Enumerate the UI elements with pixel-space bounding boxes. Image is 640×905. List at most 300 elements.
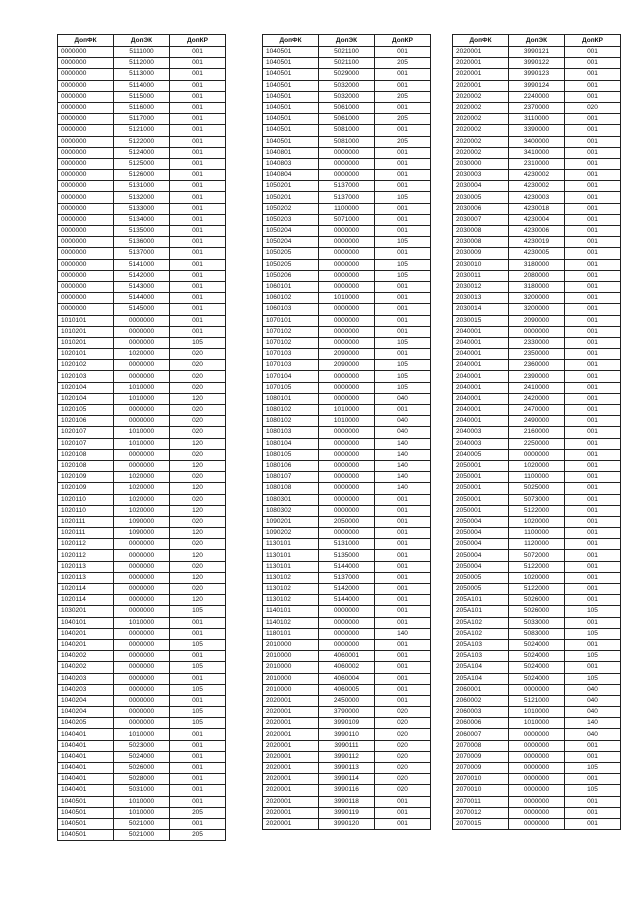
cell-dopfk: 2010000 [263, 662, 319, 673]
cell-dopkr: 001 [375, 796, 431, 807]
cell-dopfk: 2020002 [453, 102, 509, 113]
cell-dopfk: 2010000 [263, 639, 319, 650]
cell-dopfk: 1040203 [58, 684, 114, 695]
table-row [453, 147, 621, 158]
cell-dopfk: 1040401 [58, 740, 114, 751]
cell-dopek: 0000000 [509, 796, 565, 807]
cell-dopfk: 1020104 [58, 382, 114, 393]
table-row [263, 91, 431, 102]
cell-dopkr: 040 [565, 695, 621, 706]
cell-dopek: 3200000 [509, 304, 565, 315]
table-row [453, 304, 621, 315]
cell-dopek: 0000000 [319, 606, 375, 617]
cell-dopkr: 001 [565, 796, 621, 807]
cell-dopkr: 001 [375, 125, 431, 136]
cell-dopkr: 001 [170, 774, 226, 785]
table-row [453, 349, 621, 360]
cell-dopkr: 105 [170, 662, 226, 673]
table-row [263, 47, 431, 58]
table-row [453, 91, 621, 102]
table-row [58, 695, 226, 706]
table-row [263, 337, 431, 348]
cell-dopkr: 140 [565, 718, 621, 729]
table-row [58, 237, 226, 248]
cell-dopkr: 001 [565, 58, 621, 69]
table-row [58, 505, 226, 516]
table-row [453, 102, 621, 113]
cell-dopek: 2050000 [319, 516, 375, 527]
cell-dopkr: 020 [170, 584, 226, 595]
cell-dopkr: 001 [375, 528, 431, 539]
cell-dopek: 0000000 [114, 651, 170, 662]
cell-dopfk: 2070010 [453, 785, 509, 796]
cell-dopkr: 001 [170, 315, 226, 326]
cell-dopkr: 001 [170, 170, 226, 181]
cell-dopfk: 2010000 [263, 684, 319, 695]
cell-dopkr: 001 [170, 69, 226, 80]
cell-dopkr: 001 [170, 628, 226, 639]
cell-dopek: 5061000 [319, 102, 375, 113]
table-row [58, 606, 226, 617]
cell-dopfk: 1080108 [263, 483, 319, 494]
table-row [263, 237, 431, 248]
cell-dopkr: 105 [170, 337, 226, 348]
cell-dopkr: 001 [565, 203, 621, 214]
cell-dopfk: 1040101 [58, 617, 114, 628]
table-row [263, 505, 431, 516]
cell-dopek: 5029000 [319, 69, 375, 80]
cell-dopfk: 0000000 [58, 125, 114, 136]
table-row [263, 572, 431, 583]
table-row [263, 360, 431, 371]
cell-dopek: 0000000 [114, 315, 170, 326]
cell-dopkr: 001 [375, 69, 431, 80]
cell-dopfk: 205A103 [453, 651, 509, 662]
cell-dopek: 0000000 [114, 360, 170, 371]
cell-dopkr: 001 [565, 393, 621, 404]
table-row [263, 293, 431, 304]
cell-dopkr: 001 [565, 259, 621, 270]
cell-dopfk: 1010201 [58, 337, 114, 348]
cell-dopek: 1020000 [114, 483, 170, 494]
table-row [453, 47, 621, 58]
cell-dopkr: 001 [565, 114, 621, 125]
table-row [453, 561, 621, 572]
cell-dopek: 2360000 [509, 360, 565, 371]
cell-dopek: 5144000 [319, 595, 375, 606]
cell-dopek: 0000000 [114, 606, 170, 617]
cell-dopkr: 001 [170, 751, 226, 762]
cell-dopek: 1010000 [114, 796, 170, 807]
table-row [58, 170, 226, 181]
cell-dopkr: 140 [375, 438, 431, 449]
cell-dopfk: 0000000 [58, 58, 114, 69]
cell-dopek: 5026000 [509, 595, 565, 606]
cell-dopek: 5071000 [319, 214, 375, 225]
cell-dopkr: 001 [375, 304, 431, 315]
cell-dopfk: 1040501 [58, 830, 114, 841]
table-row [263, 763, 431, 774]
cell-dopek: 3110000 [509, 114, 565, 125]
cell-dopfk: 2050004 [453, 539, 509, 550]
table-row [453, 80, 621, 91]
cell-dopek: 0000000 [114, 718, 170, 729]
cell-dopkr: 120 [170, 572, 226, 583]
cell-dopek: 0000000 [319, 259, 375, 270]
cell-dopkr: 001 [565, 505, 621, 516]
table-row [58, 673, 226, 684]
cell-dopkr: 001 [565, 237, 621, 248]
cell-dopek: 5031000 [114, 785, 170, 796]
table-row [453, 673, 621, 684]
cell-dopek: 5137000 [114, 248, 170, 259]
cell-dopfk: 2030011 [453, 270, 509, 281]
cell-dopek: 0000000 [509, 774, 565, 785]
cell-dopkr: 001 [565, 226, 621, 237]
cell-dopek: 5024000 [509, 673, 565, 684]
cell-dopek: 5135000 [114, 226, 170, 237]
cell-dopfk: 1060101 [263, 281, 319, 292]
table-row [263, 315, 431, 326]
table-row [453, 528, 621, 539]
table-row [263, 393, 431, 404]
cell-dopfk: 1140102 [263, 617, 319, 628]
cell-dopek: 2090000 [509, 315, 565, 326]
table-row [263, 673, 431, 684]
cell-dopkr: 001 [170, 158, 226, 169]
cell-dopek: 5024000 [509, 651, 565, 662]
cell-dopfk: 2020001 [453, 47, 509, 58]
header-dopek: ДопЭК [319, 35, 375, 47]
cell-dopfk: 205A101 [453, 595, 509, 606]
table-row [58, 528, 226, 539]
cell-dopfk: 2020001 [263, 695, 319, 706]
table-header [58, 35, 226, 47]
cell-dopfk: 0000000 [58, 259, 114, 270]
table-row [263, 561, 431, 572]
cell-dopkr: 020 [375, 774, 431, 785]
cell-dopfk: 2070008 [453, 740, 509, 751]
cell-dopkr: 020 [170, 449, 226, 460]
table-row [263, 818, 431, 829]
table-row [58, 192, 226, 203]
cell-dopek: 5143000 [114, 281, 170, 292]
cell-dopek: 0000000 [319, 382, 375, 393]
cell-dopkr: 001 [375, 226, 431, 237]
cell-dopkr: 001 [565, 617, 621, 628]
cell-dopkr: 020 [170, 561, 226, 572]
cell-dopfk: 1080106 [263, 460, 319, 471]
cell-dopkr: 001 [565, 405, 621, 416]
cell-dopkr: 001 [170, 763, 226, 774]
table-row [263, 226, 431, 237]
cell-dopfk: 2030008 [453, 237, 509, 248]
cell-dopfk: 1040201 [58, 628, 114, 639]
cell-dopek: 5114000 [114, 80, 170, 91]
cell-dopfk: 2070015 [453, 818, 509, 829]
table-row [58, 572, 226, 583]
cell-dopek: 0000000 [319, 460, 375, 471]
table-row [58, 729, 226, 740]
cell-dopfk: 1070103 [263, 349, 319, 360]
cell-dopkr: 105 [565, 628, 621, 639]
cell-dopfk: 2050001 [453, 483, 509, 494]
cell-dopkr: 105 [375, 270, 431, 281]
cell-dopkr: 001 [375, 315, 431, 326]
cell-dopek: 5032000 [319, 91, 375, 102]
cell-dopek: 1100000 [509, 528, 565, 539]
cell-dopkr: 020 [170, 360, 226, 371]
cell-dopek: 0000000 [319, 438, 375, 449]
cell-dopfk: 1010201 [58, 326, 114, 337]
cell-dopkr: 120 [170, 528, 226, 539]
cell-dopek: 3990116 [319, 785, 375, 796]
cell-dopek: 5144000 [114, 293, 170, 304]
table-row [263, 382, 431, 393]
cell-dopfk: 1040501 [58, 818, 114, 829]
cell-dopfk: 2020001 [263, 718, 319, 729]
cell-dopfk: 1040801 [263, 147, 319, 158]
table-row [58, 393, 226, 404]
cell-dopek: 4230005 [509, 248, 565, 259]
cell-dopek: 0000000 [509, 751, 565, 762]
cell-dopek: 0000000 [319, 281, 375, 292]
cell-dopkr: 020 [170, 382, 226, 393]
cell-dopkr: 001 [565, 270, 621, 281]
table-row [263, 595, 431, 606]
cell-dopkr: 001 [170, 237, 226, 248]
table-row [453, 427, 621, 438]
cell-dopkr: 105 [170, 707, 226, 718]
cell-dopek: 5081000 [319, 125, 375, 136]
cell-dopek: 0000000 [114, 550, 170, 561]
table-row [263, 114, 431, 125]
header-dopfk: ДопФК [58, 35, 114, 47]
cell-dopek: 0000000 [509, 684, 565, 695]
table-row [453, 628, 621, 639]
table-row [58, 595, 226, 606]
cell-dopfk: 1060102 [263, 293, 319, 304]
table-row [263, 349, 431, 360]
cell-dopkr: 001 [170, 796, 226, 807]
cell-dopfk: 2020001 [453, 58, 509, 69]
table-row [453, 707, 621, 718]
cell-dopek: 0000000 [319, 639, 375, 650]
cell-dopfk: 1070103 [263, 360, 319, 371]
table-row [263, 147, 431, 158]
cell-dopek: 0000000 [114, 405, 170, 416]
cell-dopfk: 2020001 [453, 80, 509, 91]
table-header [263, 35, 431, 47]
cell-dopfk: 0000000 [58, 170, 114, 181]
cell-dopfk: 1040401 [58, 763, 114, 774]
cell-dopkr: 001 [375, 818, 431, 829]
cell-dopek: 1010000 [509, 707, 565, 718]
cell-dopkr: 001 [170, 673, 226, 684]
cell-dopfk: 0000000 [58, 281, 114, 292]
cell-dopek: 5023000 [114, 740, 170, 751]
table-row [58, 349, 226, 360]
table-row [263, 751, 431, 762]
cell-dopkr: 001 [170, 125, 226, 136]
cell-dopkr: 105 [170, 606, 226, 617]
cell-dopek: 0000000 [114, 416, 170, 427]
cell-dopfk: 1020108 [58, 460, 114, 471]
cell-dopkr: 001 [375, 572, 431, 583]
cell-dopkr: 105 [375, 360, 431, 371]
cell-dopfk: 0000000 [58, 147, 114, 158]
table-row [58, 763, 226, 774]
cell-dopkr: 001 [565, 80, 621, 91]
cell-dopek: 0000000 [114, 707, 170, 718]
cell-dopkr: 105 [375, 237, 431, 248]
cell-dopkr: 001 [170, 91, 226, 102]
table-row [263, 259, 431, 270]
cell-dopek: 4230002 [509, 181, 565, 192]
header-dopkr: ДопКР [170, 35, 226, 47]
cell-dopek: 0000000 [509, 326, 565, 337]
cell-dopfk: 2070009 [453, 751, 509, 762]
table-row [263, 516, 431, 527]
cell-dopek: 0000000 [319, 315, 375, 326]
cell-dopek: 0000000 [319, 270, 375, 281]
table-row [263, 281, 431, 292]
cell-dopek: 5134000 [114, 214, 170, 225]
cell-dopkr: 001 [375, 102, 431, 113]
table-row [263, 651, 431, 662]
cell-dopfk: 2020001 [263, 818, 319, 829]
cell-dopek: 1100000 [319, 203, 375, 214]
cell-dopkr: 001 [565, 449, 621, 460]
table-row [453, 595, 621, 606]
cell-dopfk: 2020002 [453, 91, 509, 102]
cell-dopfk: 2030010 [453, 259, 509, 270]
cell-dopek: 2470000 [509, 405, 565, 416]
table-row [453, 639, 621, 650]
cell-dopfk: 1040501 [263, 69, 319, 80]
table-row [453, 405, 621, 416]
cell-dopek: 1020000 [509, 460, 565, 471]
table-row [58, 718, 226, 729]
cell-dopfk: 2020002 [453, 147, 509, 158]
cell-dopkr: 105 [170, 684, 226, 695]
cell-dopkr: 001 [565, 818, 621, 829]
cell-dopfk: 1080101 [263, 393, 319, 404]
table-row [263, 203, 431, 214]
cell-dopfk: 1020107 [58, 438, 114, 449]
table-row [453, 270, 621, 281]
table-row [263, 550, 431, 561]
cell-dopkr: 105 [170, 718, 226, 729]
cell-dopfk: 2020002 [453, 136, 509, 147]
cell-dopek: 0000000 [114, 337, 170, 348]
cell-dopkr: 140 [375, 483, 431, 494]
cell-dopfk: 1040501 [263, 91, 319, 102]
table-row [58, 561, 226, 572]
cell-dopek: 0000000 [319, 326, 375, 337]
table-row [453, 740, 621, 751]
table-row [58, 293, 226, 304]
cell-dopfk: 2040003 [453, 438, 509, 449]
cell-dopek: 0000000 [114, 449, 170, 460]
cell-dopek: 2370000 [509, 102, 565, 113]
cell-dopfk: 0000000 [58, 214, 114, 225]
cell-dopek: 3200000 [509, 293, 565, 304]
table-row [263, 371, 431, 382]
cell-dopfk: 1050205 [263, 248, 319, 259]
cell-dopkr: 001 [565, 293, 621, 304]
cell-dopfk: 1130101 [263, 550, 319, 561]
cell-dopfk: 1090201 [263, 516, 319, 527]
table-row [263, 136, 431, 147]
cell-dopek: 5024000 [509, 662, 565, 673]
cell-dopkr: 001 [375, 561, 431, 572]
cell-dopkr: 140 [375, 472, 431, 483]
cell-dopkr: 001 [375, 673, 431, 684]
cell-dopek: 0000000 [319, 472, 375, 483]
cell-dopek: 5122000 [509, 584, 565, 595]
table-row [263, 102, 431, 113]
cell-dopfk: 0000000 [58, 270, 114, 281]
cell-dopfk: 2050004 [453, 516, 509, 527]
table-row [263, 729, 431, 740]
cell-dopek: 5125000 [114, 158, 170, 169]
cell-dopfk: 0000000 [58, 102, 114, 113]
cell-dopkr: 001 [565, 147, 621, 158]
table-row [58, 807, 226, 818]
header-dopek: ДопЭК [114, 35, 170, 47]
cell-dopkr: 120 [170, 595, 226, 606]
table-row [263, 449, 431, 460]
table-row [453, 337, 621, 348]
cell-dopkr: 001 [565, 326, 621, 337]
cell-dopkr: 001 [565, 550, 621, 561]
table-row [263, 807, 431, 818]
cell-dopek: 1010000 [114, 617, 170, 628]
table-row [453, 326, 621, 337]
table-row [58, 438, 226, 449]
table-row [453, 472, 621, 483]
cell-dopfk: 1080103 [263, 427, 319, 438]
cell-dopkr: 001 [565, 349, 621, 360]
table-column-3 [452, 34, 621, 830]
table-row [58, 147, 226, 158]
cell-dopek: 2390000 [509, 371, 565, 382]
cell-dopfk: 1020108 [58, 449, 114, 460]
cell-dopfk: 1070101 [263, 315, 319, 326]
cell-dopkr: 001 [375, 147, 431, 158]
cell-dopkr: 205 [170, 807, 226, 818]
table-row [58, 125, 226, 136]
table-row [58, 102, 226, 113]
cell-dopek: 2450000 [319, 695, 375, 706]
cell-dopek: 5142000 [114, 270, 170, 281]
cell-dopfk: 1040501 [263, 102, 319, 113]
cell-dopek: 3400000 [509, 136, 565, 147]
cell-dopek: 2410000 [509, 382, 565, 393]
cell-dopkr: 020 [170, 516, 226, 527]
cell-dopek: 0000000 [319, 170, 375, 181]
cell-dopfk: 2070012 [453, 807, 509, 818]
cell-dopfk: 1040201 [58, 639, 114, 650]
table-row [58, 460, 226, 471]
table-row [263, 628, 431, 639]
table-row [453, 763, 621, 774]
cell-dopek: 4230006 [509, 226, 565, 237]
cell-dopek: 3990111 [319, 740, 375, 751]
table-row [263, 248, 431, 259]
cell-dopfk: 2040001 [453, 349, 509, 360]
